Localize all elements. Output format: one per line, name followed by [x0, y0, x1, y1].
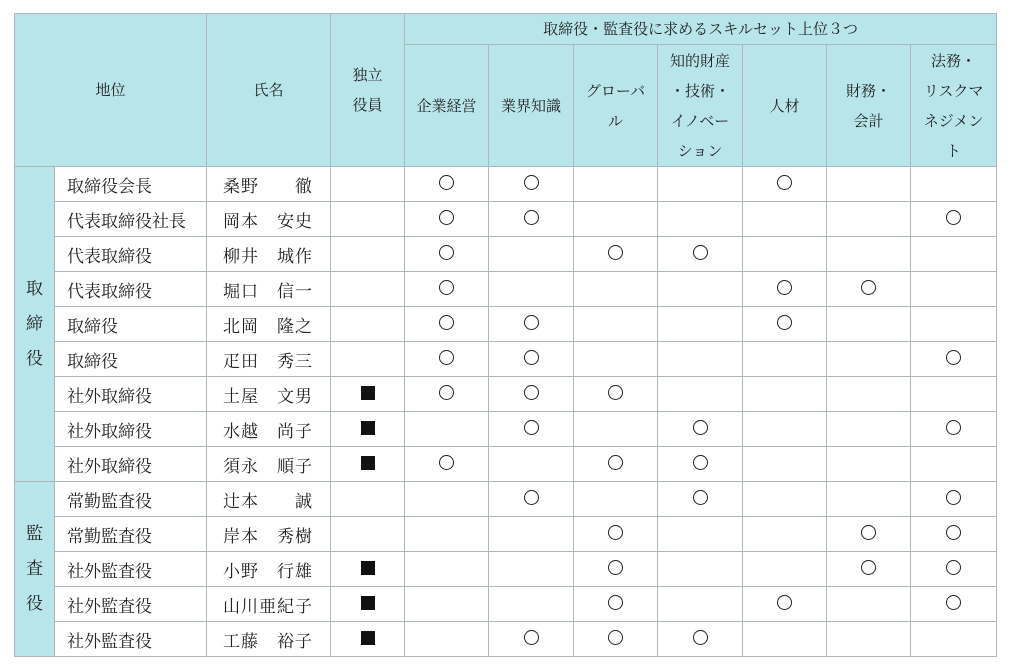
skill-circle-mark: [439, 455, 454, 470]
skill-cell: [827, 622, 911, 657]
skill-cell: [911, 412, 997, 447]
skill-cell: [405, 517, 489, 552]
skill-circle-mark: [946, 210, 961, 225]
skill-cell: [574, 412, 658, 447]
independent-cell: [331, 272, 405, 307]
independent-cell: [331, 552, 405, 587]
role-cell: 社外監査役: [55, 622, 207, 657]
skill-cell: [743, 482, 827, 517]
skill-cell: [574, 517, 658, 552]
skill-cell: [405, 167, 489, 202]
skill-cell: [743, 517, 827, 552]
skill-circle-mark: [693, 490, 708, 505]
header-skill-line: ル: [608, 111, 624, 130]
skill-cell: [827, 552, 911, 587]
skill-cell: [574, 167, 658, 202]
name-cell: 小野 行雄: [207, 552, 331, 587]
group-label-char: 締: [26, 313, 43, 334]
header-skill-2: [574, 45, 658, 167]
skill-cell: [405, 237, 489, 272]
skill-circle-mark: [524, 210, 539, 225]
skill-circle-mark: [524, 175, 539, 190]
role-cell: 取締役: [55, 307, 207, 342]
skill-cell: [489, 587, 574, 622]
role-cell: 常勤監査役: [55, 517, 207, 552]
role-cell: 社外取締役: [55, 412, 207, 447]
skill-circle-mark: [524, 630, 539, 645]
skill-circle-mark: [777, 175, 792, 190]
header-skill-4: [743, 45, 827, 167]
independent-cell: [331, 447, 405, 482]
group-label-char: 監: [26, 523, 43, 544]
skill-circle-mark: [946, 560, 961, 575]
skill-cell: [489, 377, 574, 412]
skill-circle-mark: [608, 595, 623, 610]
header-skill-line: ・技術・: [670, 81, 731, 100]
skill-cell: [827, 202, 911, 237]
independent-cell: [331, 587, 405, 622]
skill-circle-mark: [693, 245, 708, 260]
skill-circle-mark: [693, 455, 708, 470]
skill-cell: [911, 167, 997, 202]
header-skill-line: 法務・: [931, 51, 977, 70]
skill-cell: [489, 622, 574, 657]
skill-circle-mark: [524, 385, 539, 400]
skill-circle-mark: [946, 595, 961, 610]
skill-cell: [489, 237, 574, 272]
independent-square-mark: [361, 386, 375, 400]
skill-circle-mark: [946, 350, 961, 365]
table-body: [15, 167, 997, 657]
table-row: [15, 307, 997, 342]
skill-cell: [574, 447, 658, 482]
skill-cell: [911, 272, 997, 307]
independent-square-mark: [361, 596, 375, 610]
skill-cell: [658, 342, 743, 377]
skill-cell: [405, 272, 489, 307]
skill-cell: [827, 342, 911, 377]
header-skill-line: ション: [677, 141, 723, 160]
skill-cell: [911, 622, 997, 657]
skill-cell: [574, 482, 658, 517]
name-cell: 堀口 信一: [207, 272, 331, 307]
skill-cell: [489, 447, 574, 482]
table-row: [15, 272, 997, 307]
independent-cell: [331, 202, 405, 237]
skill-cell: [743, 587, 827, 622]
header-independent-line-2: 役員: [352, 96, 383, 114]
skill-circle-mark: [439, 350, 454, 365]
skill-cell: [574, 622, 658, 657]
role-cell: 取締役会長: [55, 167, 207, 202]
skill-circle-mark: [693, 630, 708, 645]
role-cell: 代表取締役: [55, 237, 207, 272]
skill-cell: [827, 307, 911, 342]
skill-cell: [743, 272, 827, 307]
header-skill-1: [489, 45, 574, 167]
skill-circle-mark: [608, 525, 623, 540]
skill-cell: [827, 587, 911, 622]
skill-cell: [658, 587, 743, 622]
skill-circle-mark: [777, 280, 792, 295]
independent-square-mark: [361, 421, 375, 435]
table-row: [15, 412, 997, 447]
independent-cell: [331, 167, 405, 202]
skill-cell: [658, 272, 743, 307]
skill-cell: [489, 342, 574, 377]
group-label-char: 役: [26, 348, 43, 369]
skill-cell: [489, 552, 574, 587]
header-skill-5: [827, 45, 911, 167]
name-cell: 北岡 隆之: [207, 307, 331, 342]
skill-cell: [743, 622, 827, 657]
group-label-char: 査: [26, 558, 43, 579]
skill-cell: [574, 342, 658, 377]
table-header: [15, 14, 997, 167]
skill-cell: [574, 552, 658, 587]
group-label: [15, 167, 55, 482]
skill-cell: [658, 482, 743, 517]
skill-cell: [743, 202, 827, 237]
table-row: [15, 552, 997, 587]
skill-cell: [658, 202, 743, 237]
role-cell: 社外取締役: [55, 447, 207, 482]
name-cell: 辻本 誠: [207, 482, 331, 517]
role-cell: 代表取締役社長: [55, 202, 207, 237]
header-name: 氏名: [207, 14, 331, 167]
skill-circle-mark: [439, 280, 454, 295]
skill-cell: [658, 552, 743, 587]
independent-cell: [331, 517, 405, 552]
header-skill-line: イノベー: [670, 111, 730, 130]
skill-cell: [489, 307, 574, 342]
table-row: [15, 482, 997, 517]
header-skill-0: [405, 45, 489, 167]
skill-cell: [827, 167, 911, 202]
skill-cell: [827, 272, 911, 307]
header-skill-line: ネジメン: [923, 111, 984, 130]
skill-circle-mark: [693, 420, 708, 435]
skill-cell: [743, 412, 827, 447]
table-row: [15, 447, 997, 482]
skill-cell: [911, 237, 997, 272]
skill-circle-mark: [946, 525, 961, 540]
role-cell: 社外監査役: [55, 552, 207, 587]
skill-cell: [574, 237, 658, 272]
skill-circle-mark: [861, 560, 876, 575]
skill-cell: [827, 412, 911, 447]
role-cell: 社外監査役: [55, 587, 207, 622]
table-row: [15, 237, 997, 272]
name-cell: 桑野 徹: [207, 167, 331, 202]
skill-cell: [574, 307, 658, 342]
skill-cell: [827, 482, 911, 517]
skill-cell: [405, 307, 489, 342]
skill-cell: [658, 517, 743, 552]
role-cell: 代表取締役: [55, 272, 207, 307]
skill-circle-mark: [439, 175, 454, 190]
header-skill-line: 業界知識: [501, 96, 562, 115]
skill-matrix-table: [14, 13, 997, 657]
role-cell: 常勤監査役: [55, 482, 207, 517]
skill-circle-mark: [608, 560, 623, 575]
group-label-char: 取: [26, 278, 43, 299]
skill-cell: [405, 202, 489, 237]
skill-cell: [574, 377, 658, 412]
skill-circle-mark: [524, 490, 539, 505]
header-skills-title: 取締役・監査役に求めるスキルセット上位３つ: [405, 14, 997, 45]
role-cell: 社外取締役: [55, 377, 207, 412]
header-skill-line: 会計: [853, 111, 884, 130]
name-cell: 須永 順子: [207, 447, 331, 482]
skill-cell: [489, 412, 574, 447]
skill-cell: [827, 517, 911, 552]
header-skill-line: 人材: [769, 96, 800, 115]
header-independent-line-1: 独立: [352, 66, 383, 84]
header-independent: [331, 14, 405, 167]
independent-cell: [331, 307, 405, 342]
independent-cell: [331, 622, 405, 657]
name-cell: 岸本 秀樹: [207, 517, 331, 552]
skill-cell: [658, 237, 743, 272]
skill-circle-mark: [777, 595, 792, 610]
skill-cell: [405, 377, 489, 412]
skill-cell: [911, 552, 997, 587]
skill-circle-mark: [439, 385, 454, 400]
skill-cell: [743, 377, 827, 412]
skill-cell: [405, 342, 489, 377]
table-row: [15, 377, 997, 412]
skill-circle-mark: [777, 315, 792, 330]
skill-circle-mark: [524, 420, 539, 435]
skill-cell: [489, 272, 574, 307]
skill-cell: [911, 342, 997, 377]
skill-circle-mark: [861, 525, 876, 540]
name-cell: 土屋 文男: [207, 377, 331, 412]
independent-cell: [331, 482, 405, 517]
skill-cell: [574, 272, 658, 307]
skill-cell: [489, 202, 574, 237]
skill-cell: [489, 167, 574, 202]
group-label-char: 役: [26, 593, 43, 614]
skill-cell: [911, 447, 997, 482]
independent-cell: [331, 237, 405, 272]
skill-cell: [405, 552, 489, 587]
skill-cell: [489, 517, 574, 552]
header-skill-3: [658, 45, 743, 167]
header-skill-line: 企業経営: [416, 96, 477, 115]
independent-square-mark: [361, 561, 375, 575]
skill-cell: [658, 447, 743, 482]
skill-circle-mark: [524, 350, 539, 365]
skill-circle-mark: [439, 245, 454, 260]
independent-cell: [331, 377, 405, 412]
skill-cell: [658, 377, 743, 412]
skill-cell: [911, 307, 997, 342]
skill-circle-mark: [608, 245, 623, 260]
role-cell: 取締役: [55, 342, 207, 377]
table-row: [15, 587, 997, 622]
table-row: [15, 342, 997, 377]
skill-circle-mark: [946, 420, 961, 435]
skill-cell: [489, 482, 574, 517]
skill-cell: [911, 517, 997, 552]
skill-cell: [827, 447, 911, 482]
skill-cell: [743, 237, 827, 272]
skill-cell: [911, 587, 997, 622]
skill-cell: [658, 412, 743, 447]
name-cell: 岡本 安史: [207, 202, 331, 237]
skill-cell: [911, 377, 997, 412]
header-skill-line: グローバ: [585, 81, 646, 100]
skill-cell: [658, 622, 743, 657]
name-cell: 山川亜紀子: [207, 587, 331, 622]
skill-circle-mark: [608, 455, 623, 470]
name-cell: 水越 尚子: [207, 412, 331, 447]
skill-cell: [743, 447, 827, 482]
table-row: [15, 167, 997, 202]
independent-cell: [331, 342, 405, 377]
skill-cell: [743, 552, 827, 587]
skill-cell: [743, 167, 827, 202]
name-cell: 工藤 裕子: [207, 622, 331, 657]
skill-circle-mark: [524, 315, 539, 330]
skill-cell: [743, 342, 827, 377]
table-row: [15, 622, 997, 657]
skill-cell: [911, 202, 997, 237]
skill-cell: [658, 167, 743, 202]
table-row: [15, 517, 997, 552]
skill-cell: [405, 447, 489, 482]
header-skill-line: 財務・: [846, 81, 892, 100]
skill-cell: [827, 377, 911, 412]
independent-square-mark: [361, 456, 375, 470]
table-row: [15, 202, 997, 237]
header-skill-line: 知的財産: [670, 51, 731, 70]
skill-cell: [405, 412, 489, 447]
header-skill-line: リスクマ: [923, 81, 984, 100]
skill-circle-mark: [439, 210, 454, 225]
independent-square-mark: [361, 631, 375, 645]
skill-cell: [405, 482, 489, 517]
name-cell: 疋田 秀三: [207, 342, 331, 377]
skill-cell: [574, 202, 658, 237]
name-cell: 柳井 城作: [207, 237, 331, 272]
skill-cell: [911, 482, 997, 517]
header-skill-line: ト: [946, 141, 962, 160]
skill-cell: [743, 307, 827, 342]
skill-circle-mark: [608, 385, 623, 400]
skill-cell: [658, 307, 743, 342]
independent-cell: [331, 412, 405, 447]
header-skill-6: [911, 45, 997, 167]
header-position: 地位: [15, 14, 207, 167]
skill-cell: [574, 587, 658, 622]
group-label: [15, 482, 55, 657]
skill-circle-mark: [439, 315, 454, 330]
skill-circle-mark: [608, 630, 623, 645]
skill-cell: [405, 587, 489, 622]
skill-cell: [827, 237, 911, 272]
skill-circle-mark: [861, 280, 876, 295]
skill-cell: [405, 622, 489, 657]
skill-circle-mark: [946, 490, 961, 505]
